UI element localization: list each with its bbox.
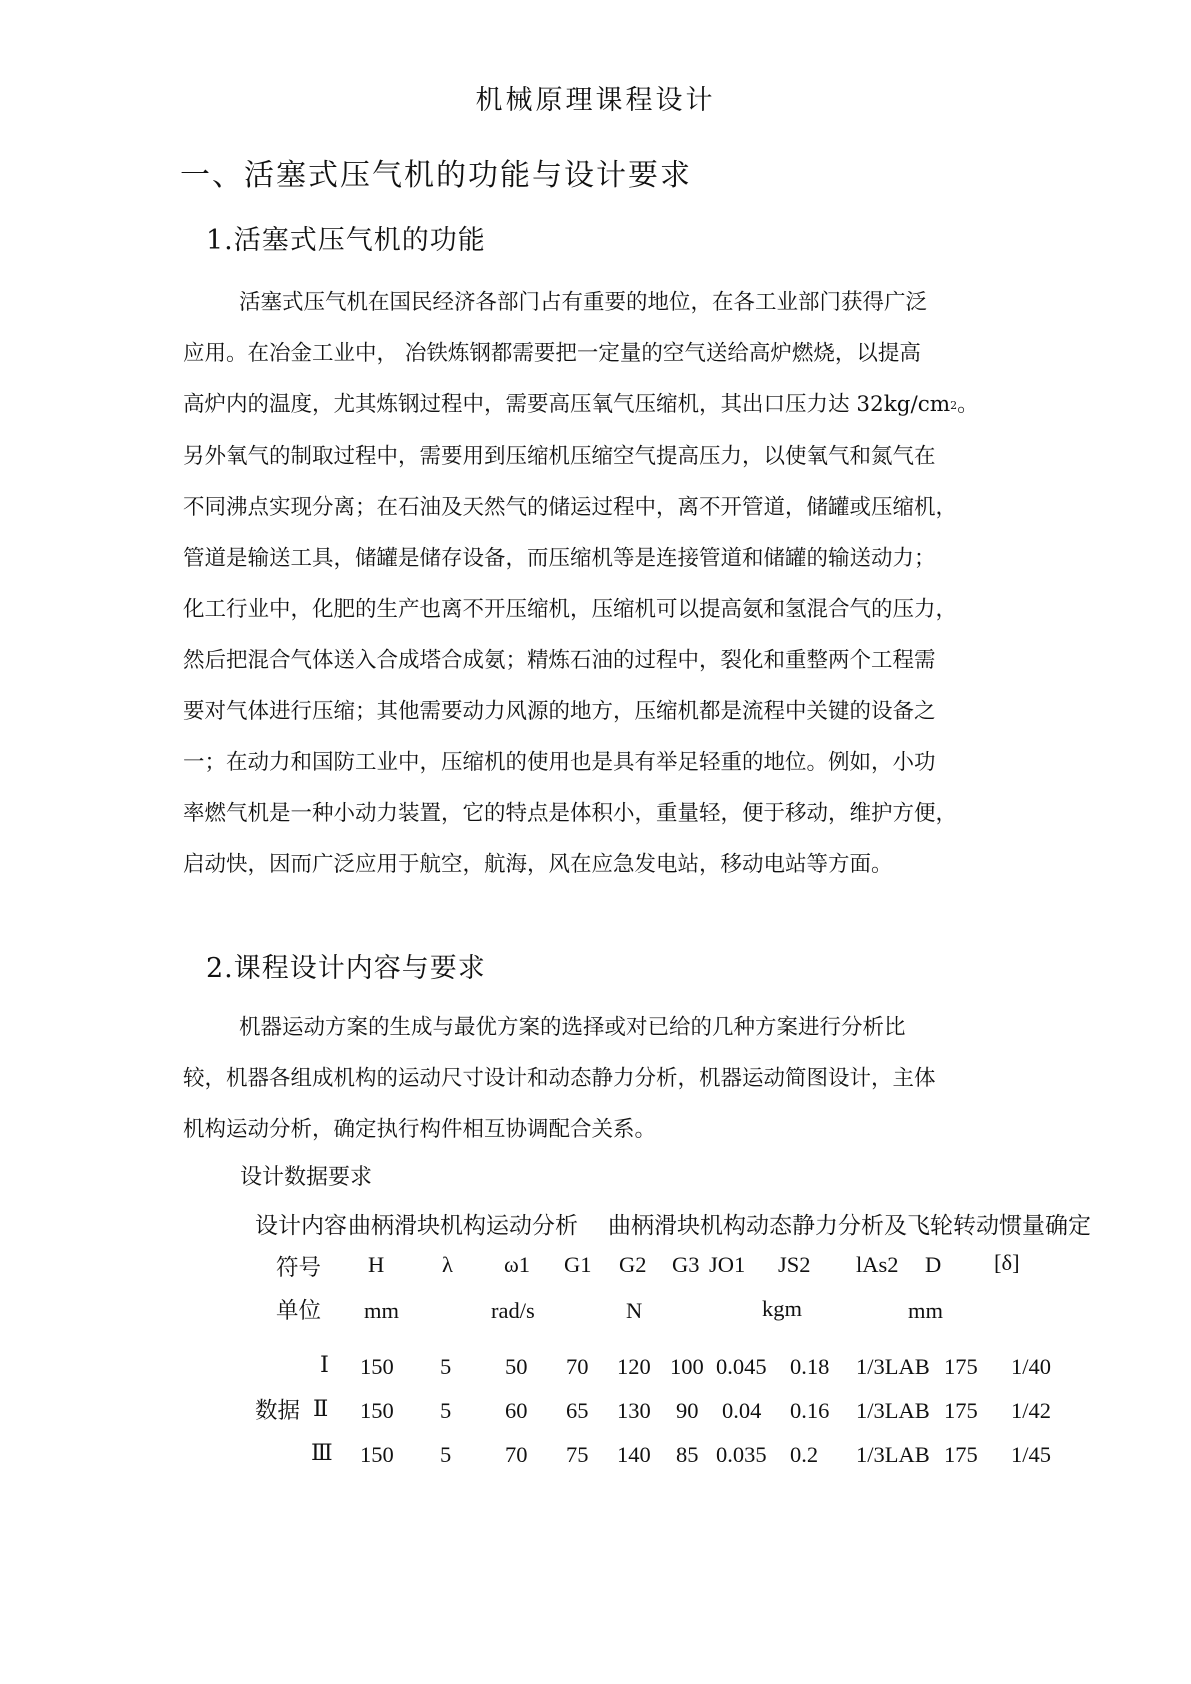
symbol-cell: G1: [564, 1252, 592, 1277]
section-heading: 一、活塞式压气机的功能与设计要求: [180, 158, 692, 193]
table-cell: 0.04: [722, 1398, 762, 1423]
paragraph-line: 另外氧气的制取过程中，需要用到压缩机压缩空气提高压力，以使氧气和氮气在: [183, 444, 936, 469]
table-cell: 0.2: [790, 1442, 819, 1467]
table-cell: 1/40: [1011, 1354, 1052, 1379]
paragraph-line: 活塞式压气机在国民经济各部门占有重要的地位，在各工业部门获得广泛: [239, 290, 928, 315]
table-cell: 1/3LAB: [856, 1398, 930, 1423]
table-cell: 1/3LAB: [856, 1354, 930, 1379]
paragraph-line: 机器运动方案的生成与最优方案的选择或对已给的几种方案进行分析比: [239, 1015, 906, 1040]
subsection-heading-function: 1.活塞式压气机的功能: [206, 225, 486, 256]
header-group-kinematic: 曲柄滑块机构运动分析: [348, 1213, 578, 1239]
table-cell: 150: [360, 1354, 394, 1379]
header-content-label: 设计内容: [255, 1213, 347, 1239]
table-cell: 140: [617, 1442, 651, 1467]
row-number: Ⅰ: [320, 1352, 329, 1377]
table-cell: 1/3LAB: [856, 1442, 930, 1467]
symbol-cell: D: [925, 1252, 942, 1277]
paragraph-line: 不同沸点实现分离；在石油及天然气的储运过程中，离不开管道，储罐或压缩机，: [183, 495, 958, 520]
symbol-cell: [δ]: [994, 1250, 1020, 1275]
table-cell: 120: [617, 1354, 651, 1379]
table-cell: 70: [566, 1354, 589, 1379]
unit-cell: rad/s: [491, 1298, 535, 1323]
table-caption: 设计数据要求: [240, 1165, 373, 1190]
table-cell: 0.16: [790, 1398, 830, 1423]
table-cell: 130: [617, 1398, 651, 1423]
paragraph-line: 启动快，因而广泛应用于航空，航海，风在应急发电站，移动电站等方面。: [183, 852, 893, 877]
header-group-dynamic: 曲柄滑块机构动态静力分析及飞轮转动惯量确定: [608, 1213, 1091, 1239]
paragraph-line: 一；在动力和国防工业中，压缩机的使用也是具有举足轻重的地位。例如，小功: [183, 750, 936, 775]
table-cell: 85: [676, 1442, 699, 1467]
paragraph-line-end: 。: [957, 392, 979, 417]
table-cell: 5: [440, 1398, 452, 1423]
unit-cell: mm: [364, 1298, 400, 1323]
table-cell: 5: [440, 1354, 452, 1379]
table-cell: 0.045: [716, 1354, 767, 1379]
table-cell: 175: [944, 1398, 978, 1423]
symbol-row-label: 符号: [276, 1255, 322, 1281]
paragraph-line: 化工行业中，化肥的生产也离不开压缩机，压缩机可以提高氨和氢混合气的压力，: [183, 597, 958, 622]
paragraph-line-text: 高炉内的温度，尤其炼钢过程中，需要高压氧气压缩机，其出口压力达 32kg/cm: [183, 392, 951, 417]
data-row-label: 数据: [255, 1398, 301, 1424]
document-title: 机械原理课程设计: [475, 85, 716, 116]
table-cell: 0.035: [716, 1442, 767, 1467]
table-cell: 65: [566, 1398, 589, 1423]
table-cell: 150: [360, 1398, 394, 1423]
unit-cell: mm: [908, 1298, 944, 1323]
symbol-cell: G2: [619, 1252, 647, 1277]
row-number: Ⅱ: [313, 1396, 329, 1421]
symbol-cell: ω1: [504, 1252, 531, 1277]
paragraph-line: 率燃气机是一种小动力装置，它的特点是体积小，重量轻，便于移动，维护方便，: [183, 801, 958, 826]
table-cell: 70: [505, 1442, 528, 1467]
paragraph-line: 然后把混合气体送入合成塔合成氨；精炼石油的过程中，裂化和重整两个工程需: [183, 648, 936, 673]
table-cell: 90: [676, 1398, 699, 1423]
unit-cell: N: [626, 1298, 643, 1323]
table-cell: 1/45: [1011, 1442, 1052, 1467]
symbol-cell: lAs2: [856, 1252, 899, 1277]
subsection-heading-requirements: 2.课程设计内容与要求: [206, 953, 486, 984]
table-cell: 1/42: [1011, 1398, 1052, 1423]
superscript: 2: [950, 399, 958, 412]
table-cell: 5: [440, 1442, 452, 1467]
table-cell: 60: [505, 1398, 528, 1423]
paragraph-line: 机构运动分析，确定执行构件相互协调配合关系。: [183, 1117, 657, 1142]
unit-row-label: 单位: [276, 1298, 322, 1324]
table-cell: 50: [505, 1354, 528, 1379]
symbol-cell: JO1: [709, 1252, 746, 1277]
table-cell: 0.18: [790, 1354, 830, 1379]
symbol-cell: JS2: [778, 1252, 811, 1277]
table-cell: 175: [944, 1442, 978, 1467]
table-cell: 175: [944, 1354, 978, 1379]
unit-cell: kgm: [762, 1296, 803, 1321]
symbol-cell: G3: [672, 1252, 700, 1277]
paragraph-line: 要对气体进行压缩；其他需要动力风源的地方，压缩机都是流程中关键的设备之: [183, 699, 936, 724]
table-cell: 100: [670, 1354, 704, 1379]
paragraph-line: 应用。在冶金工业中， 冶铁炼钢都需要把一定量的空气送给高炉燃烧，以提高: [183, 341, 921, 366]
table-cell: 150: [360, 1442, 394, 1467]
paragraph-line: 管道是输送工具，储罐是储存设备，而压缩机等是连接管道和储罐的输送动力；: [183, 546, 936, 571]
symbol-cell: H: [368, 1252, 385, 1277]
symbol-cell: λ: [442, 1252, 453, 1277]
row-number: Ⅲ: [311, 1440, 333, 1465]
table-cell: 75: [566, 1442, 589, 1467]
paragraph-line: 较，机器各组成机构的运动尺寸设计和动态静力分析，机器运动简图设计，主体: [183, 1066, 936, 1091]
